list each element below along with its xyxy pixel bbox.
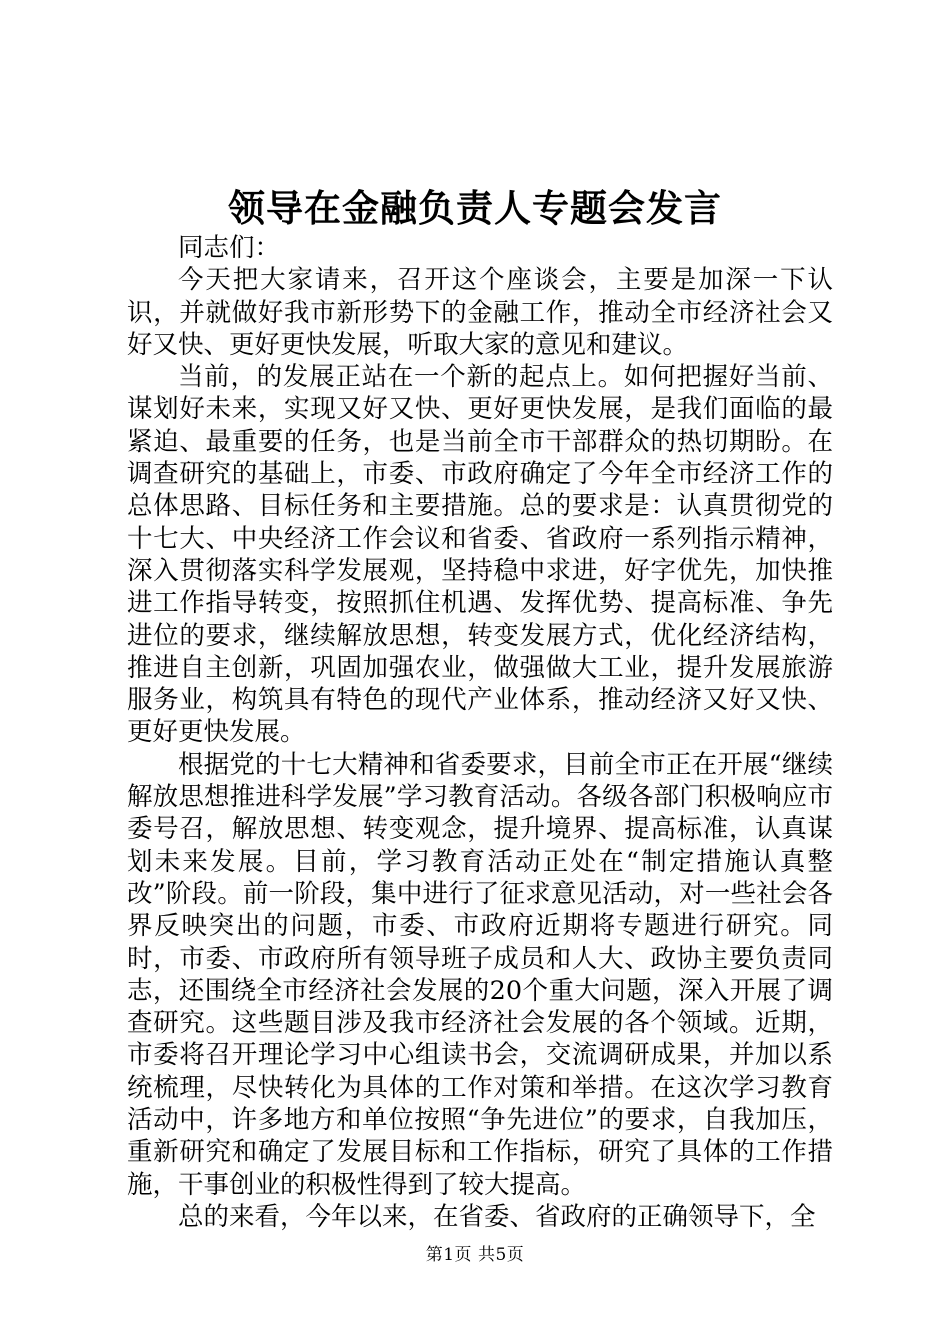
paragraph-2: 当前，的发展正站在一个新的起点上。如何把握好当前、谋划好未来，实现又好又快、更好更快发展，是我们面临的最紧迫、最重要的任务，也是当前全市干部群众的热切期盼。在调查研究的基础上，市委、市政府确定了今年全市经济工作的总体思路、目标任务和主要措施。总的要求是：认真贯彻党的十七大、中央经济工作会议和省委、省政府一系列指示精神，深入贯彻落实科学发展观，坚持稳中求进，好字优先，加快推进工作指导转变，按照抓住机遇、发挥优势、提高标准、争先进位的要求，继续解放思想，转变发展方式，优化经济结构，推进自主创新，巩固加强农业，做强做大工业，提升发展旅游服务业，构筑具有特色的现代产业体系，推动经济又好又快、更好更快发展。 (127, 362, 833, 748)
salutation: 同志们： (178, 233, 281, 263)
paragraph-1: 今天把大家请来，召开这个座谈会，主要是加深一下认识，并就做好我市新形势下的金融工作，推动全市经济社会又好又快、更好更快发展，听取大家的意见和建议。 (127, 265, 833, 360)
paragraph-4: 总的来看，今年以来，在省委、省政府的正确领导下，全 (178, 1201, 816, 1232)
paragraph-3: 根据党的十七大精神和省委要求，目前全市正在开展“继续解放思想推进科学发展”学习教育活动。各级各部门积极响应市委号召，解放思想、转变观念，提升境界、提高标准，认真谋划未来发展。目前，学习教育活动正处在“制定措施认真整改”阶段。前一阶段，集中进行了征求意见活动，对一些社会各界反映突出的问题，市委、市政府近期将专题进行研究。同时，市委、市政府所有领导班子成员和人大、政协主要负责同志，还围绕全市经济社会发展的20个重大问题，深入开展了调查研究。这些题目涉及我市经济社会发展的各个领域。近期，市委将召开理论学习中心组读书会，交流调研成果，并加以系统梳理，尽快转化为具体的工作对策和举措。在这次学习教育活动中，许多地方和单位按照“争先进位”的要求，自我加压，重新研究和确定了发展目标和工作指标，研究了具体的工作措施，干事创业的积极性得到了较大提高。 (127, 749, 833, 1200)
document-title: 领导在金融负责人专题会发言 (228, 186, 722, 230)
page-footer: 第1页 共5页 (425, 1245, 525, 1265)
document-body (127, 232, 833, 1233)
